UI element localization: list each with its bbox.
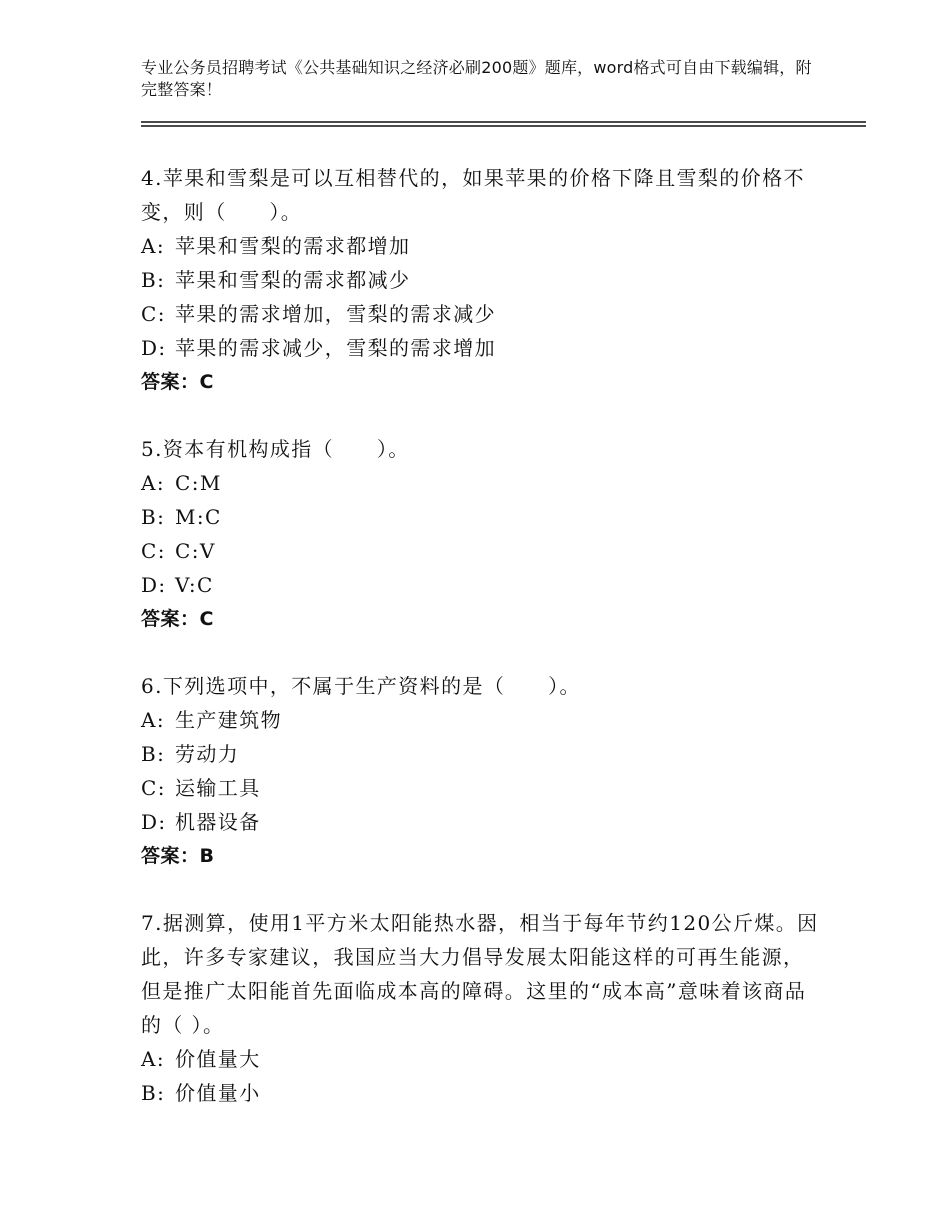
option-b: [141, 263, 821, 297]
option-text: 苹果的需求减少，雪梨的需求增加: [175, 336, 496, 360]
question-stem: 4.苹果和雪梨是可以互相替代的，如果苹果的价格下降且雪梨的价格不变，则（ ）。: [141, 166, 805, 224]
option-key: C:: [141, 302, 166, 326]
option-text: 价值量小: [175, 1081, 261, 1105]
option-key: D:: [141, 810, 167, 834]
document-header: 专业公务员招聘考试《公共基础知识之经济必刷200题》题库，word格式可自由下载编辑，附完整答案！: [141, 58, 812, 99]
question-4: [141, 161, 821, 399]
option-text: V:C: [175, 573, 214, 597]
option-a: [141, 229, 821, 263]
header-divider-top: [141, 121, 866, 123]
option-text: 生产建筑物: [175, 708, 282, 732]
option-d: [141, 805, 821, 839]
option-a: [141, 466, 821, 500]
option-key: A:: [141, 1047, 165, 1071]
option-text: 苹果和雪梨的需求都减少: [175, 268, 411, 292]
question-stem: 7.据测算，使用1平方米太阳能热水器，相当于每年节约120公斤煤。因此，许多专家建议，我国应当大力倡导发展太阳能这样的可再生能源，但是推广太阳能首先面临成本高的障碍。这里的“成本高”意味着该商品的（ ）。: [141, 911, 819, 1037]
option-b: [141, 500, 821, 534]
option-key: D:: [141, 573, 167, 597]
option-c: [141, 534, 821, 568]
option-key: A:: [141, 234, 165, 258]
option-text: 运输工具: [175, 776, 261, 800]
option-c: [141, 297, 821, 331]
option-key: C:: [141, 776, 166, 800]
option-key: B:: [141, 505, 166, 529]
option-b: [141, 1076, 821, 1110]
option-text: M:C: [175, 505, 222, 529]
option-key: B:: [141, 268, 166, 292]
option-text: 苹果的需求增加，雪梨的需求减少: [175, 302, 496, 326]
option-text: C:V: [175, 539, 216, 563]
option-key: B:: [141, 742, 166, 766]
option-a: [141, 1042, 821, 1076]
answer-line: 答案：C: [141, 608, 214, 630]
option-c: [141, 771, 821, 805]
option-text: 价值量大: [175, 1047, 261, 1071]
option-key: A:: [141, 708, 165, 732]
option-a: [141, 703, 821, 737]
option-key: D:: [141, 336, 167, 360]
question-stem: 5.资本有机构成指（ ）。: [141, 437, 410, 461]
header-divider-bottom: [141, 125, 866, 127]
option-text: 劳动力: [175, 742, 240, 766]
question-5: [141, 432, 821, 636]
option-d: [141, 568, 821, 602]
option-text: 机器设备: [175, 810, 261, 834]
question-list: [141, 161, 821, 1143]
answer-line: 答案：B: [141, 845, 215, 867]
question-6: [141, 669, 821, 873]
option-key: A:: [141, 471, 165, 495]
question-7: [141, 906, 821, 1110]
answer-line: 答案：C: [141, 371, 214, 393]
option-d: [141, 331, 821, 365]
option-key: C:: [141, 539, 166, 563]
question-stem: 6.下列选项中，不属于生产资料的是（ ）。: [141, 674, 581, 698]
option-key: B:: [141, 1081, 166, 1105]
option-text: 苹果和雪梨的需求都增加: [175, 234, 411, 258]
option-b: [141, 737, 821, 771]
option-text: C:M: [175, 471, 222, 495]
